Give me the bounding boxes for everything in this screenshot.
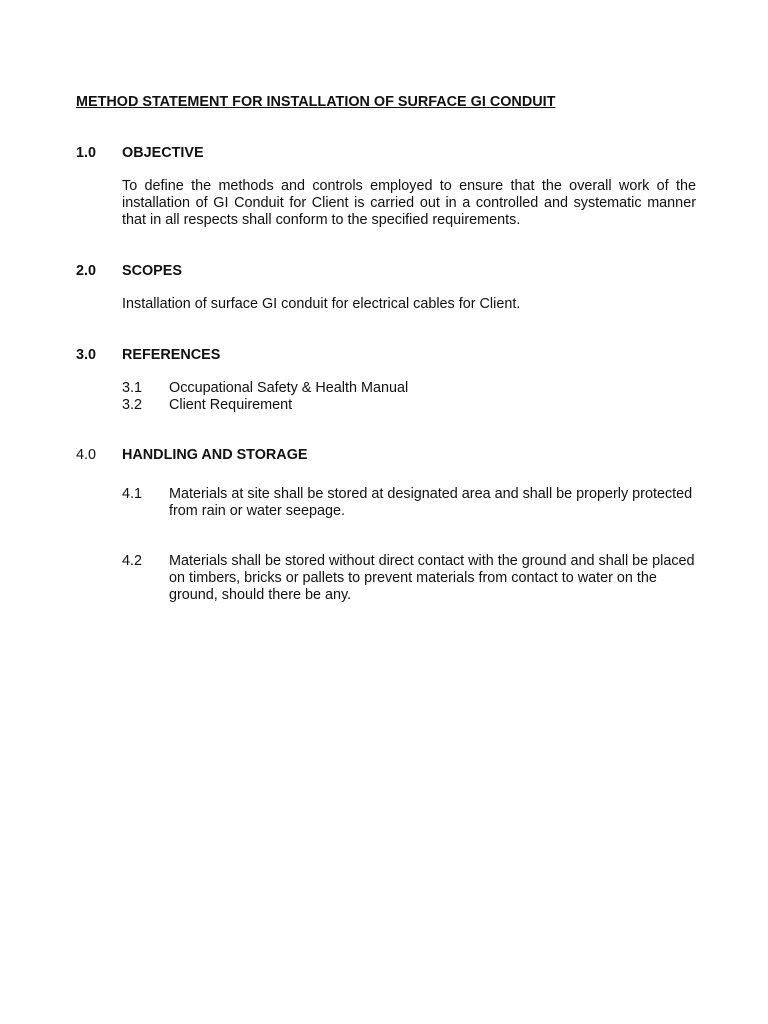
section-body: To define the methods and controls employed to ensure that the overall work of the installation of GI Conduit for Client is carried out in a controlled and systematic manner that in all respects shall conform to the specified requirements. bbox=[122, 178, 696, 228]
section-body: Installation of surface GI conduit for electrical cables for Client. bbox=[122, 296, 521, 312]
list-item bbox=[122, 380, 696, 397]
item-number: 3.2 bbox=[122, 397, 143, 413]
section-number: 1.0 bbox=[76, 145, 97, 161]
section-number: 3.0 bbox=[76, 347, 97, 363]
list-item bbox=[122, 397, 696, 414]
section-heading bbox=[76, 145, 696, 162]
section-heading bbox=[76, 347, 696, 364]
document-title: METHOD STATEMENT FOR INSTALLATION OF SURFACE GI CONDUIT bbox=[76, 94, 556, 110]
section-title: SCOPES bbox=[122, 263, 182, 279]
list-item bbox=[122, 553, 696, 604]
section-number: 4.0 bbox=[76, 447, 97, 463]
section-scopes bbox=[76, 263, 696, 313]
section-title: REFERENCES bbox=[122, 347, 221, 363]
section-heading bbox=[76, 263, 696, 280]
list-item bbox=[122, 486, 696, 520]
item-text: Client Requirement bbox=[169, 397, 293, 413]
section-handling-storage bbox=[76, 447, 696, 604]
item-number: 4.1 bbox=[122, 486, 143, 502]
item-number: 4.2 bbox=[122, 553, 143, 569]
item-text: Occupational Safety & Health Manual bbox=[169, 380, 409, 396]
section-objective bbox=[76, 145, 696, 229]
item-text: Materials shall be stored without direct contact with the ground and shall be placed on timbers, bricks or pallets to prevent materials from contact to water on the ground, should there be any. bbox=[169, 553, 695, 603]
section-title: OBJECTIVE bbox=[122, 145, 204, 161]
item-text: Materials at site shall be stored at designated area and shall be properly protected from rain or water seepage. bbox=[169, 486, 693, 519]
section-title: HANDLING AND STORAGE bbox=[122, 447, 308, 463]
section-number: 2.0 bbox=[76, 263, 97, 279]
section-references bbox=[76, 347, 696, 414]
section-heading bbox=[76, 447, 696, 464]
item-number: 3.1 bbox=[122, 380, 143, 396]
